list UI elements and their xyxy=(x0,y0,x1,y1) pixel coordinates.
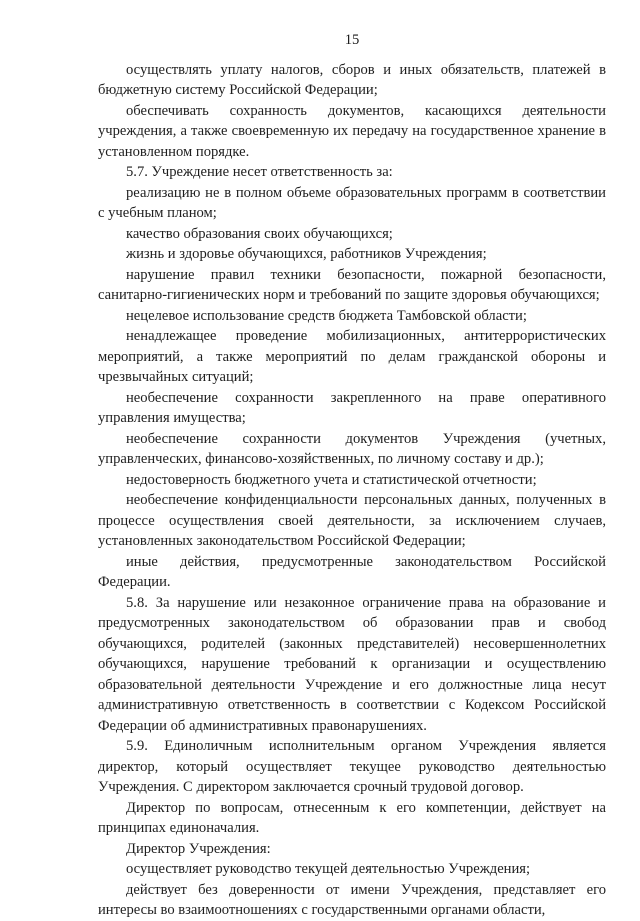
list-item: необеспечение конфиденциальности персональных данных, полученных в процессе осуществления своей деятельности, за исключением случаев, установленных законодательством Российской Федерации; xyxy=(98,492,606,549)
paragraph: обеспечивать сохранность документов, касающихся деятельности учреждения, а также своевременную их передачу на государственное хранение в установленном порядке. xyxy=(98,102,606,160)
list-item: нарушение правил техники безопасности, пожарной безопасности, санитарно-гигиенических норм и требований по защите здоровья обучающихся; xyxy=(98,266,606,303)
list-item: ненадлежащее проведение мобилизационных, антитеррористических мероприятий, а также мероприятий по делам гражданской обороны и чрезвычайных ситуаций; xyxy=(98,328,606,385)
list-item: нецелевое использование средств бюджета Тамбовской области; xyxy=(126,307,527,324)
page-number: 15 xyxy=(344,32,360,48)
list-item: реализацию не в полном объеме образовательных программ в соответствии с учебным планом; xyxy=(98,184,606,221)
list-item: качество образования своих обучающихся; xyxy=(126,225,393,242)
list-item: жизнь и здоровье обучающихся, работников Учреждения; xyxy=(126,246,487,262)
paragraph: 5.9. Единоличным исполнительным органом Учреждения является директор, который осуществляет текущее руководство деятельностью Учреждения. С директором заключается срочный трудовой договор. xyxy=(98,738,606,795)
list-item: недостоверность бюджетного учета и статистической отчетности; xyxy=(126,471,537,488)
list-item: осуществляет руководство текущей деятельностью Учреждения; xyxy=(126,861,531,877)
document-body xyxy=(98,60,606,921)
paragraph: осуществлять уплату налогов, сборов и иных обязательств, платежей в бюджетную систему Российской Федерации; xyxy=(98,61,606,98)
paragraph: Директор по вопросам, отнесенным к его компетенции, действует на принципах единоначалия. xyxy=(98,799,606,836)
list-item: необеспечение сохранности закрепленного на праве оперативного управления имущества; xyxy=(98,389,606,426)
paragraph: 5.8. За нарушение или незаконное ограничение права на образование и предусмотренных законодательством об образовании прав и свобод обучающихся, родителей (законных представителей) несовершеннолетних обучающихся, нарушение требований к организации и осуществлению образовательной деятельности Учреждение и его должностные лица несут административную ответственность в соответствии с Кодексом Российской Федерации об административных правонарушениях. xyxy=(98,594,606,734)
list-item: иные действия, предусмотренные законодательством Российской Федерации. xyxy=(98,553,606,590)
list-item: необеспечение сохранности документов Учреждения (учетных, управленческих, финансово-хозяйственных, по личному составу и др.); xyxy=(98,430,606,467)
paragraph: Директор Учреждения: xyxy=(126,840,271,857)
list-item: действует без доверенности от имени Учреждения, представляет его интересы во взаимоотношениях с государственными органами области, xyxy=(98,881,606,918)
section-heading: 5.7. Учреждение несет ответственность за: xyxy=(126,164,393,180)
